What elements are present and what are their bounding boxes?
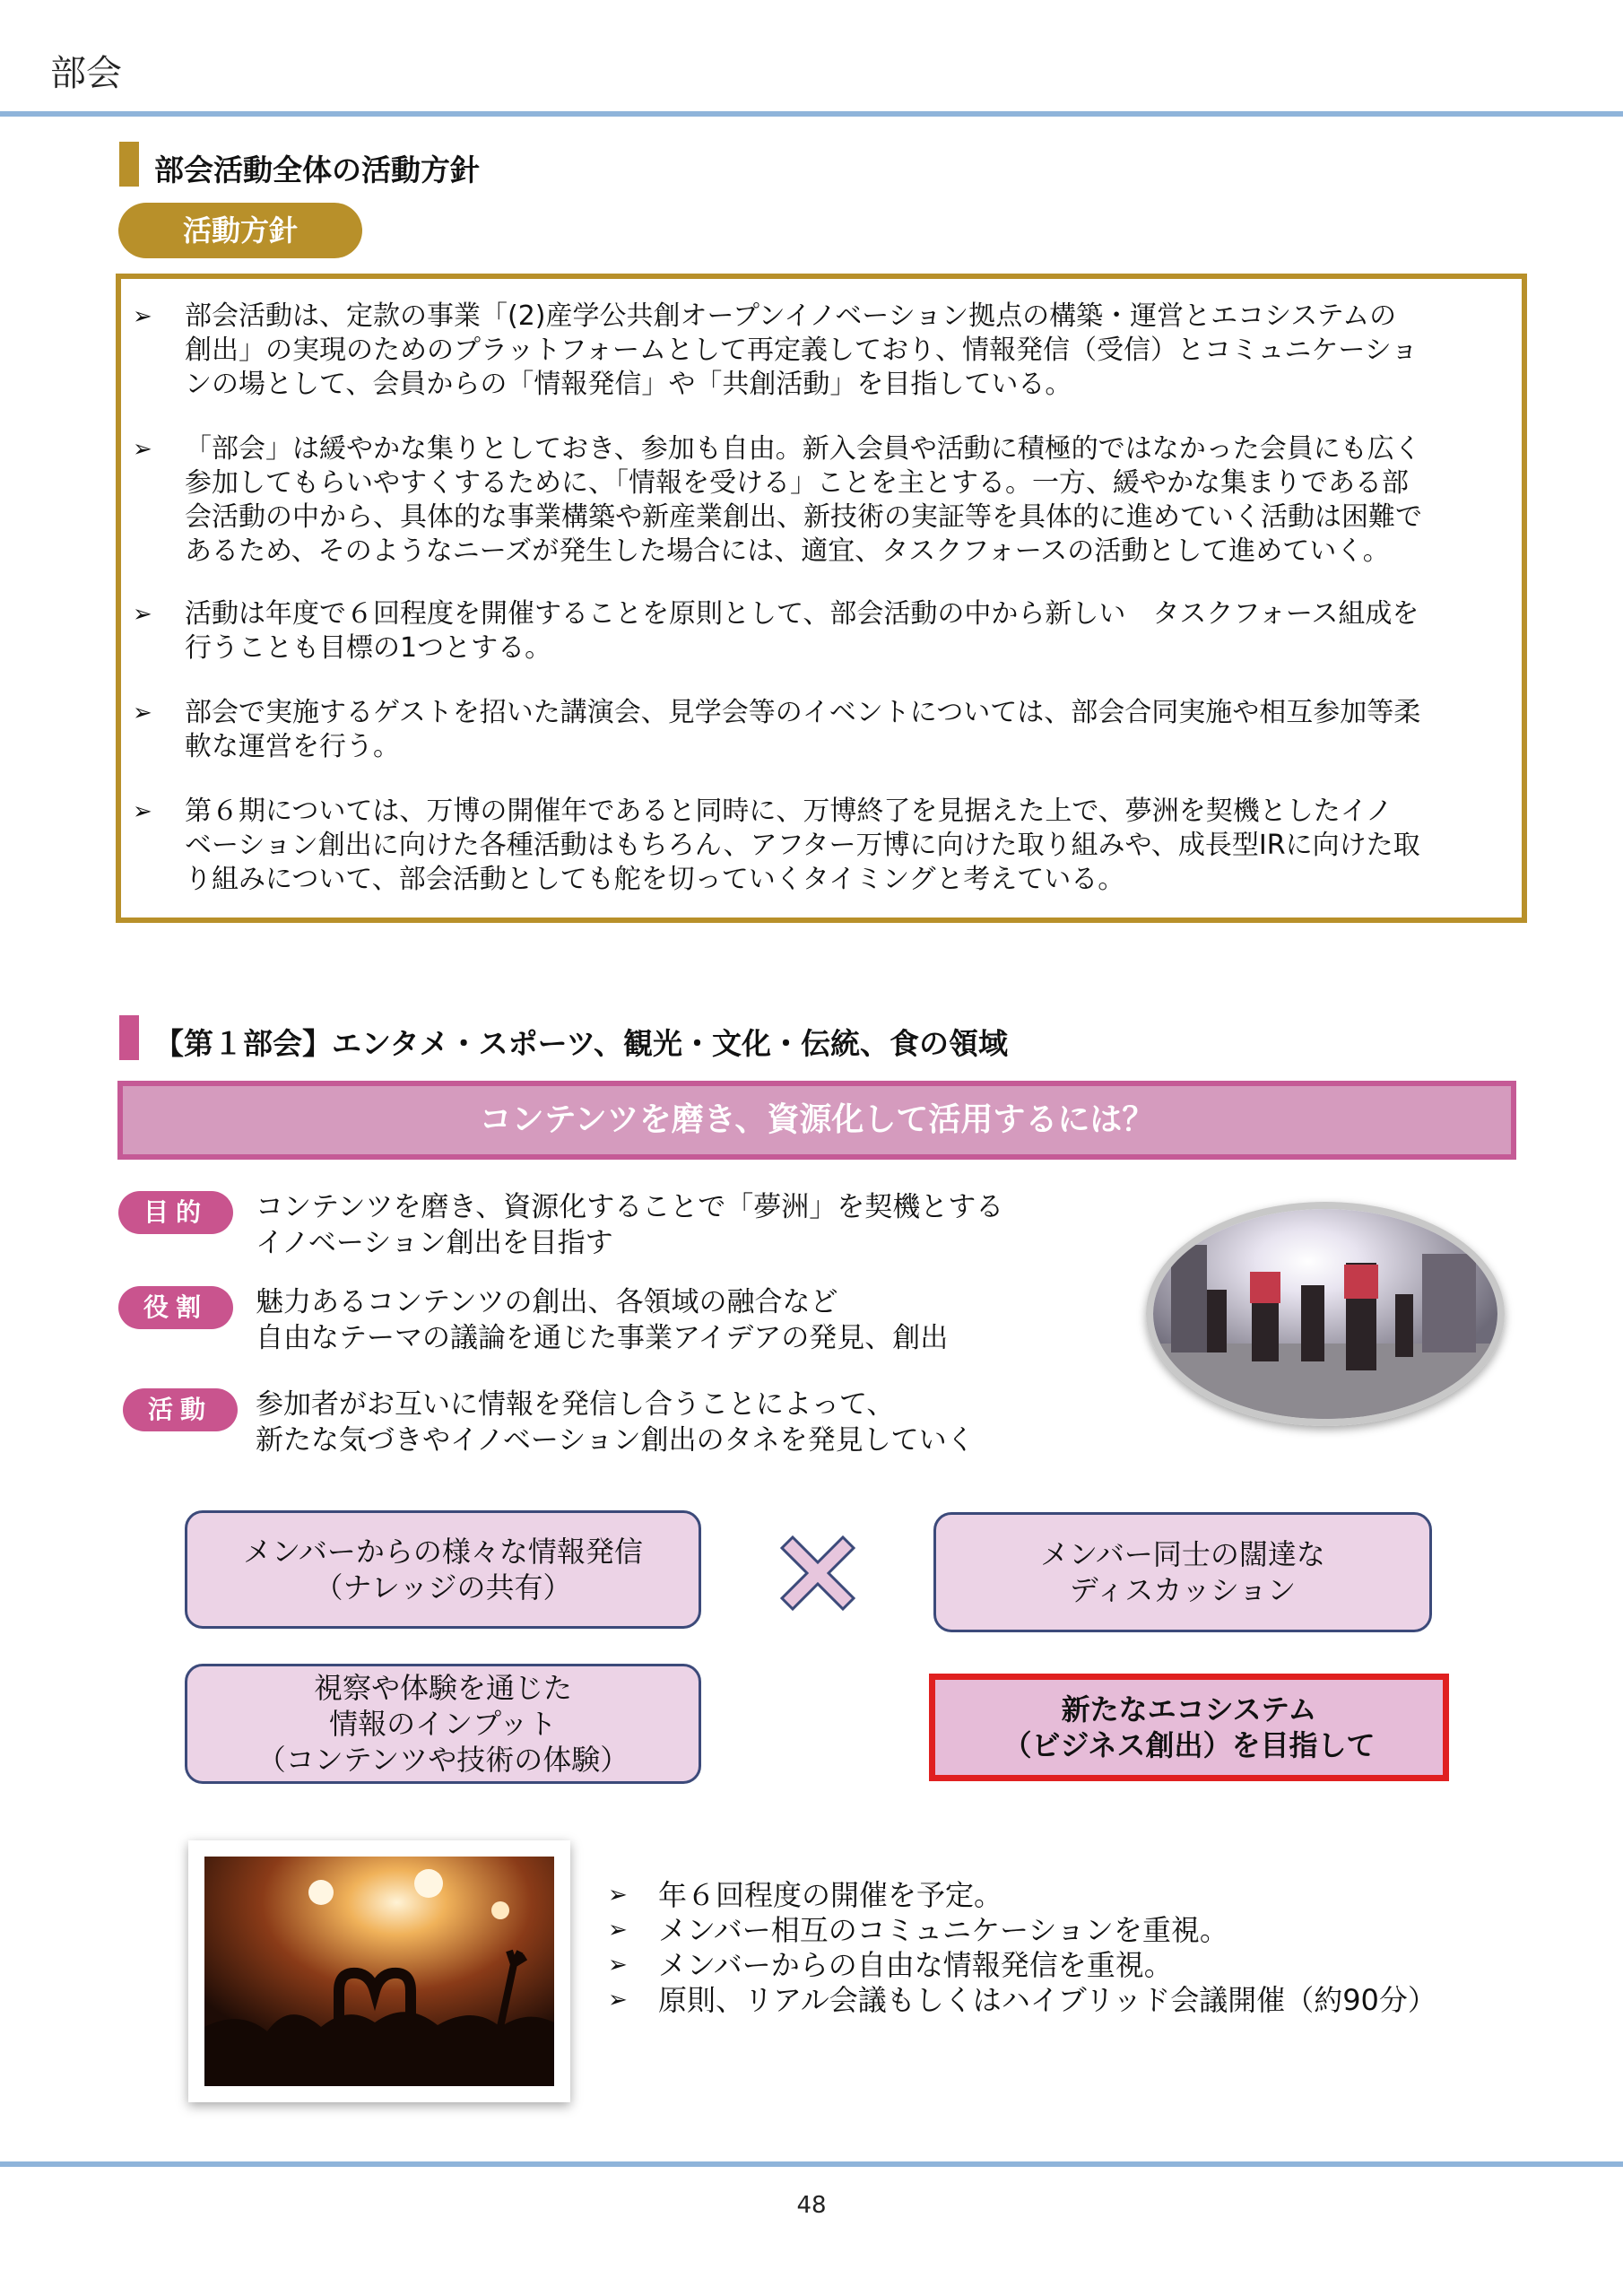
goal-line: 新たなエコシステム	[1061, 1692, 1317, 1726]
section-marker	[119, 142, 139, 187]
goal-line: （ビジネス創出）を目指して	[1002, 1728, 1376, 1762]
activity-line: 新たな気づきやイノベーション創出のタネを発見していく	[256, 1424, 975, 1457]
purpose-line: コンテンツを磨き、資源化することで「夢洲」を契機とする	[256, 1191, 1004, 1223]
purpose-text	[256, 1189, 1003, 1261]
bullet-line: ベーション創出に向けた各種活動はもちろん、アフター万博に向けた取り組みや、成長型IRに向けた取	[185, 830, 1420, 861]
bullet-line: 軟な運営を行う。	[185, 731, 400, 762]
activity-text	[256, 1387, 975, 1458]
policy-pill: 活動方針	[118, 203, 362, 258]
discussion-box	[933, 1512, 1432, 1632]
footer-divider	[0, 2161, 1623, 2167]
list-item	[608, 1913, 1436, 1948]
note-text: メンバー相互のコミュニケーションを重視。	[658, 1913, 1228, 1947]
bullet-line: ンの場として、会員からの「情報発信」や「共創活動」を目指している。	[185, 369, 1072, 400]
box-line: 情報のインプット	[329, 1707, 557, 1741]
activity-line: 参加者がお互いに情報を発信し合うことによって、	[256, 1388, 895, 1421]
list-item	[608, 1983, 1436, 2018]
concert-photo	[188, 1840, 570, 2102]
list-item	[608, 1948, 1436, 1983]
role-tag: 役割	[118, 1286, 233, 1329]
concert-illustration	[204, 1857, 554, 2086]
arrow-bullet-icon: ➢	[133, 798, 152, 825]
arrow-bullet-icon: ➢	[608, 1882, 628, 1909]
box-line: メンバー同士の闊達な	[1040, 1537, 1325, 1571]
page-header-title: 部会	[50, 53, 122, 94]
marathon-photo	[1146, 1202, 1505, 1426]
section-heading: 部会活動全体の活動方針	[154, 152, 480, 187]
bullet-line: 参加してもらいやすくするために、「情報を受ける」ことを主とする。一方、緩やかな集まりである部	[185, 467, 1409, 499]
arrow-bullet-icon: ➢	[133, 436, 152, 463]
theme-banner: コンテンツを磨き、資源化して活用するには？	[117, 1081, 1516, 1160]
arrow-bullet-icon: ➢	[133, 303, 152, 330]
arrow-bullet-icon: ➢	[608, 1987, 628, 2013]
cross-multiply-icon	[777, 1532, 859, 1614]
bullet-line: 創出」の実現のためのプラットフォームとして再定義しており、情報発信（受信）とコミュニケーショ	[185, 335, 1419, 366]
arrow-bullet-icon: ➢	[608, 1952, 628, 1979]
bullet-line: 第６期については、万博の開催年であると同時に、万博終了を見据えた上で、夢洲を契機としたイノ	[185, 796, 1393, 827]
note-text: メンバーからの自由な情報発信を重視。	[658, 1948, 1173, 1982]
header-divider	[0, 111, 1623, 117]
input-experience-box	[185, 1664, 701, 1784]
meeting-notes-list	[608, 1878, 1436, 2018]
bullet-line: り組みについて、部会活動としても舵を切っていくタイミングと考えている。	[185, 864, 1125, 895]
bullet-line: 行うことも目標の1つとする。	[185, 632, 552, 664]
box-line: （コンテンツや技術の体験）	[256, 1743, 629, 1777]
activity-tag: 活動	[123, 1388, 238, 1431]
bullet-line: 「部会」は緩やかな集りとしておき、参加も自由。新入会員や活動に積極的ではなかった会員にも広く	[185, 433, 1421, 465]
role-text	[256, 1284, 948, 1356]
box-line: ディスカッション	[1069, 1573, 1297, 1607]
bullet-line: 活動は年度で６回程度を開催することを原則として、部会活動の中から新しい タスクフォース組成を	[185, 598, 1419, 630]
box-line: メンバーからの様々な情報発信	[243, 1535, 643, 1569]
policy-bullet	[133, 432, 1514, 569]
bullet-line: あるため、そのようなニーズが発生した場合には、適宜、タスクフォースの活動として進めていく。	[185, 535, 1390, 567]
role-line: 自由なテーマの議論を通じた事業アイデアの発見、創出	[256, 1322, 949, 1354]
arrow-bullet-icon: ➢	[608, 1917, 628, 1944]
ecosystem-goal-box	[929, 1674, 1449, 1781]
policy-bullet	[133, 597, 1514, 665]
section-marker	[119, 1015, 139, 1060]
bullet-line: 部会活動は、定款の事業「(2)産学公共創オープンイノベーション拠点の構築・運営とエコシステムの	[185, 300, 1397, 332]
box-line: （ナレッジの共有）	[314, 1570, 572, 1605]
runners-illustration	[1153, 1209, 1497, 1419]
note-text: 原則、リアル会議もしくはハイブリッド会議開催（約90分）	[658, 1983, 1436, 2017]
page-number: 48	[796, 2192, 827, 2219]
bullet-line: 会活動の中から、具体的な事業構築や新産業創出、新技術の実証等を具体的に進めていく活動は困難で	[185, 501, 1422, 533]
purpose-line: イノベーション創出を目指す	[256, 1227, 613, 1259]
arrow-bullet-icon: ➢	[133, 601, 152, 628]
policy-bullet	[133, 300, 1514, 402]
note-text: 年６回程度の開催を予定。	[658, 1878, 1003, 1912]
role-line: 魅力あるコンテンツの創出、各領域の融合など	[256, 1286, 838, 1318]
box-line: 視察や体験を通じた	[313, 1671, 572, 1705]
list-item	[608, 1878, 1436, 1913]
purpose-tag: 目的	[118, 1191, 233, 1234]
bullet-line: 部会で実施するゲストを招いた講演会、見学会等のイベントについては、部会合同実施や相互参加等柔	[185, 697, 1421, 728]
section-heading: 【第１部会】エンタメ・スポーツ、観光・文化・伝統、食の領域	[154, 1026, 1009, 1061]
policy-bullet	[133, 795, 1514, 897]
arrow-bullet-icon: ➢	[133, 700, 152, 726]
info-sharing-box	[185, 1510, 701, 1629]
policy-bullet	[133, 696, 1514, 764]
